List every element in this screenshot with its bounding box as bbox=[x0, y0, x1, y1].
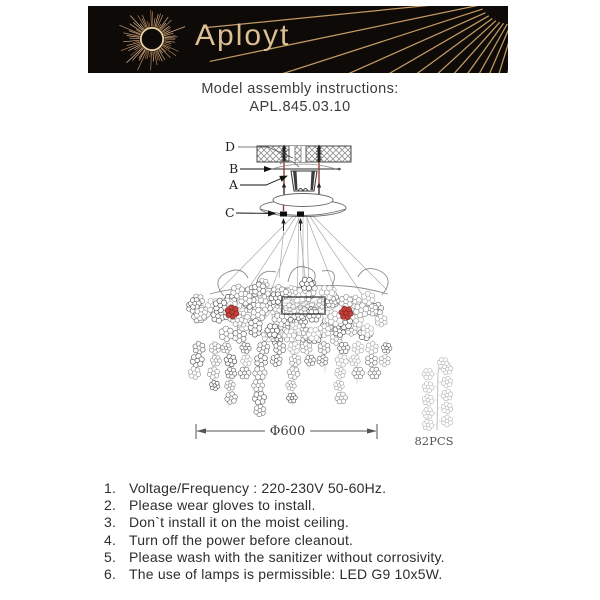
brand-logo-text: Aployt bbox=[195, 19, 291, 52]
diameter-dimension bbox=[196, 424, 377, 439]
label-c: C bbox=[225, 205, 235, 220]
model-number: APL.845.03.10 bbox=[249, 98, 351, 115]
instructions-list bbox=[104, 480, 554, 583]
instruction-text: Don`t install it on the moist ceiling. bbox=[129, 514, 350, 531]
instruction-text: Voltage/Frequency : 220-230V 50-60Hz. bbox=[129, 480, 387, 496]
instruction-item bbox=[104, 480, 554, 497]
instruction-number: 1. bbox=[104, 480, 117, 496]
label-a: A bbox=[229, 177, 239, 192]
parts-count-label: 82PCS bbox=[414, 434, 454, 448]
instruction-item bbox=[104, 497, 554, 514]
spare-strand-diagram bbox=[414, 357, 453, 448]
instruction-text: Please wash with the sanitizer without corrosivity. bbox=[129, 548, 445, 565]
instruction-text: Turn off the power before cleanout. bbox=[129, 531, 354, 548]
canopy-cup bbox=[291, 171, 317, 191]
instruction-item bbox=[104, 549, 554, 566]
dimension-value: Φ600 bbox=[269, 424, 306, 439]
sheet-title: Model assembly instructions: bbox=[201, 81, 399, 97]
instruction-number: 2. bbox=[104, 497, 117, 514]
instruction-number: 6. bbox=[104, 566, 117, 583]
instruction-text: Please wear gloves to install. bbox=[129, 497, 316, 514]
instruction-number: 4. bbox=[104, 531, 117, 548]
instruction-text: The use of lamps is permissible: LED G9 10x5W. bbox=[129, 566, 443, 583]
label-d: D bbox=[225, 139, 236, 154]
instruction-item bbox=[104, 566, 554, 583]
instruction-number: 5. bbox=[104, 548, 117, 565]
chandelier-crystals bbox=[187, 277, 392, 417]
instruction-item bbox=[104, 514, 554, 531]
instruction-item bbox=[104, 532, 554, 549]
instruction-number: 3. bbox=[104, 514, 117, 531]
label-b: B bbox=[229, 161, 239, 176]
ceiling-mount-assembly bbox=[257, 145, 351, 232]
